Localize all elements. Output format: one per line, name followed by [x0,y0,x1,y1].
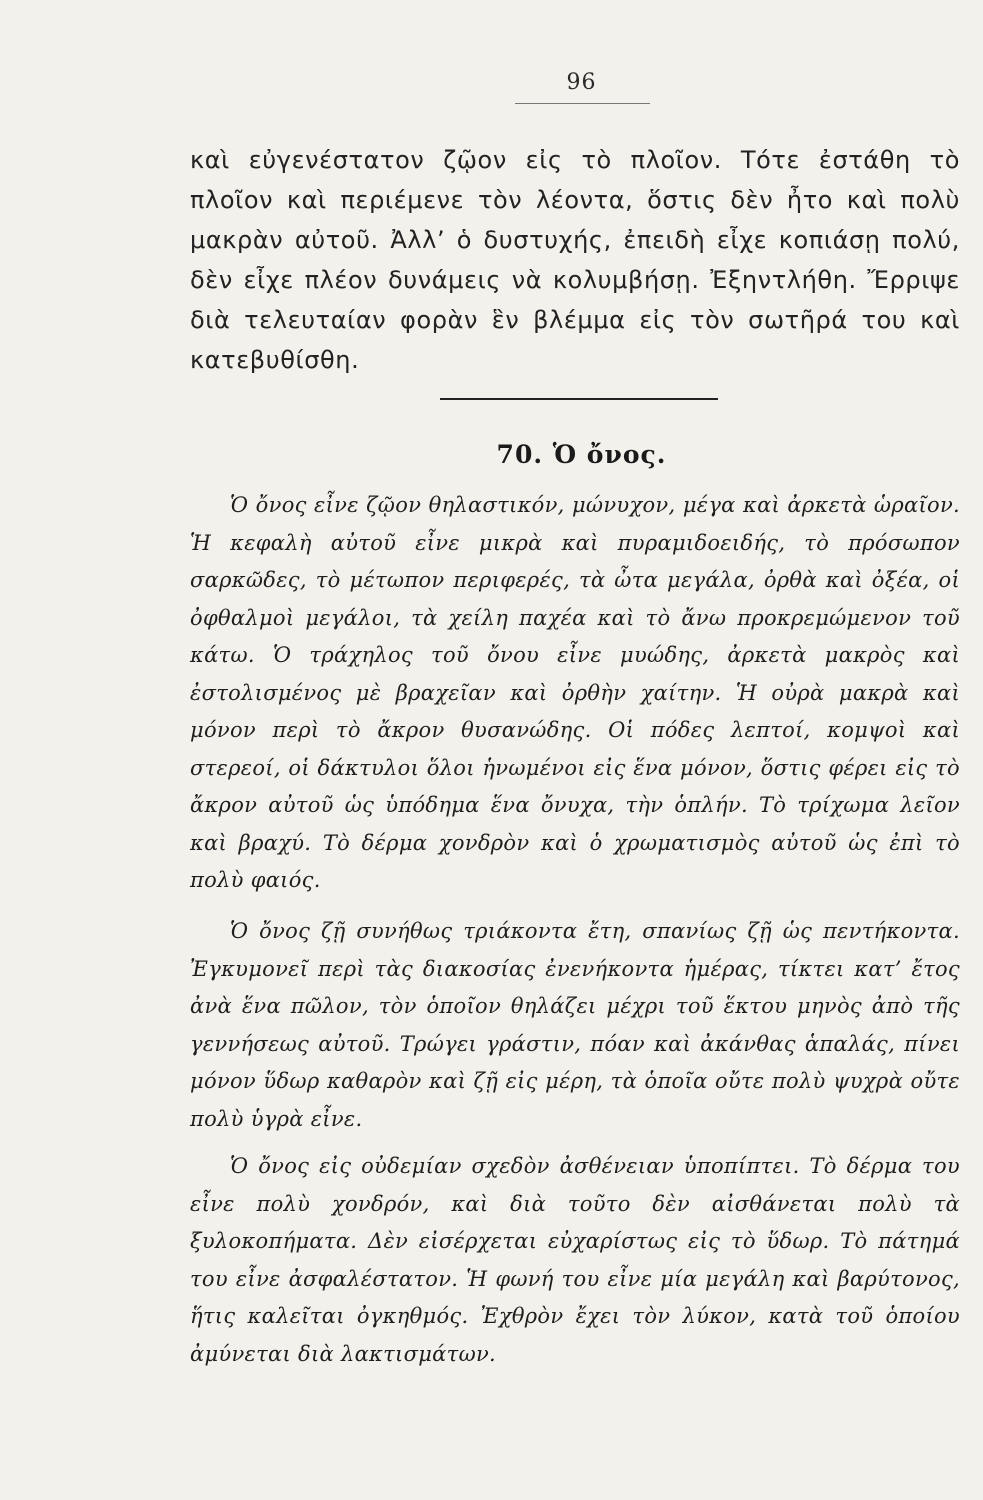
section-heading: 70. Ὁ ὄνος. [496,440,667,469]
body-paragraph-2 [190,913,960,1138]
body-paragraph-1 [190,487,960,900]
body-paragraph-1-text: Ὁ ὄνος εἶνε ζῷον θηλαστικόν, μώνυχον, μέγα καὶ ἀρκετὰ ὡραῖον. Ἡ κεφαλὴ αὐτοῦ εἶνε μικρὰ καὶ πυραμιδοειδής, τὸ πρόσωπον σαρκῶδες, τὸ μέτωπον περιφερές, τὰ ὦτα μεγάλα, ὀρθὰ καὶ ὀξέα, οἱ ὀφθαλμοὶ μεγάλοι, τὰ χείλη παχέα καὶ τὸ ἄνω προκρεμώμενον τοῦ κάτω. Ὁ τράχηλος τοῦ ὄνου εἶνε μυώδης, ἀρκετὰ μακρὸς καὶ ἐστολισμένος μὲ βραχεῖαν καὶ ὀρθὴν χαίτην. Ἡ οὐρὰ μακρὰ καὶ μόνον περὶ τὸ ἄκρον θυσανώδης. Οἱ πόδες λεπτοί, κομψοὶ καὶ στερεοί, οἱ δάκτυλοι ὅλοι ἡνωμένοι εἰς ἕνα μόνον, ὅστις φέρει εἰς τὸ ἄκρον αὐτοῦ ὡς ὑπόδημα ἕνα ὄνυχα, τὴν ὁπλήν. Τὸ τρίχωμα λεῖον καὶ βραχύ. Τὸ δέρμα χονδρὸν καὶ ὁ χρωματισμὸς αὐτοῦ ὡς ἐπὶ τὸ πολὺ φαιός. [190,493,960,892]
intro-paragraph: καὶ εὐγενέστατον ζῷον εἰς τὸ πλοῖον. Τότε ἐστάθη τὸ πλοῖον καὶ περιέμενε τὸν λέοντα, ὅστις δὲν ἦτο καὶ πολὺ μακρὰν αὐτοῦ. Ἀλλ’ ὁ δυστυχής, ἐπειδὴ εἶχε κοπιάσῃ πολύ, δὲν εἶχε πλέον δυνάμεις νὰ κολυμβήσῃ. Ἐξηντλήθη. Ἔρριψε διὰ τελευταίαν φορὰν ἓν βλέμμα εἰς τὸν σωτῆρά του καὶ κατεβυθίσθη. [190,146,960,374]
body-paragraph-3 [190,1148,960,1373]
page-number-rule [515,103,650,104]
page-number: 96 [566,70,597,95]
body-paragraph-2-text: Ὁ ὄνος ζῇ συνήθως τριάκοντα ἔτη, σπανίως ζῇ ὡς πεντήκοντα. Ἐγκυμονεῖ περὶ τὰς διακοσίας ἐνενήκοντα ἡμέρας, τίκτει κατ’ ἔτος ἀνὰ ἕνα πῶλον, τὸν ὁποῖον θηλάζει μέχρι τοῦ ἕκτου μηνὸς ἀπὸ τῆς γεννήσεως αὐτοῦ. Τρώγει γράστιν, πόαν καὶ ἀκάνθας ἁπαλάς, πίνει μόνον ὕδωρ καθαρὸν καὶ ζῇ εἰς μέρη, τὰ ὁποῖα οὔτε πολὺ ψυχρὰ οὔτε πολὺ ὑγρὰ εἶνε. [190,919,960,1131]
section-separator [440,398,718,400]
body-paragraph-3-text: Ὁ ὄνος εἰς οὐδεμίαν σχεδὸν ἀσθένειαν ὑποπίπτει. Τὸ δέρμα του εἶνε πολὺ χονδρόν, καὶ διὰ τοῦτο δὲν αἰσθάνεται πολὺ τὰ ξυλοκοπήματα. Δὲν εἰσέρχεται εὐχαρίστως εἰς τὸ ὕδωρ. Τὸ πάτημά του εἶνε ἀσφαλέστατον. Ἡ φωνή του εἶνε μία μεγάλη καὶ βαρύτονος, ἥτις καλεῖται ὀγκηθμός. Ἐχθρὸν ἔχει τὸν λύκον, κατὰ τοῦ ὁποίου ἀμύνεται διὰ λακτισμάτων. [190,1154,960,1366]
